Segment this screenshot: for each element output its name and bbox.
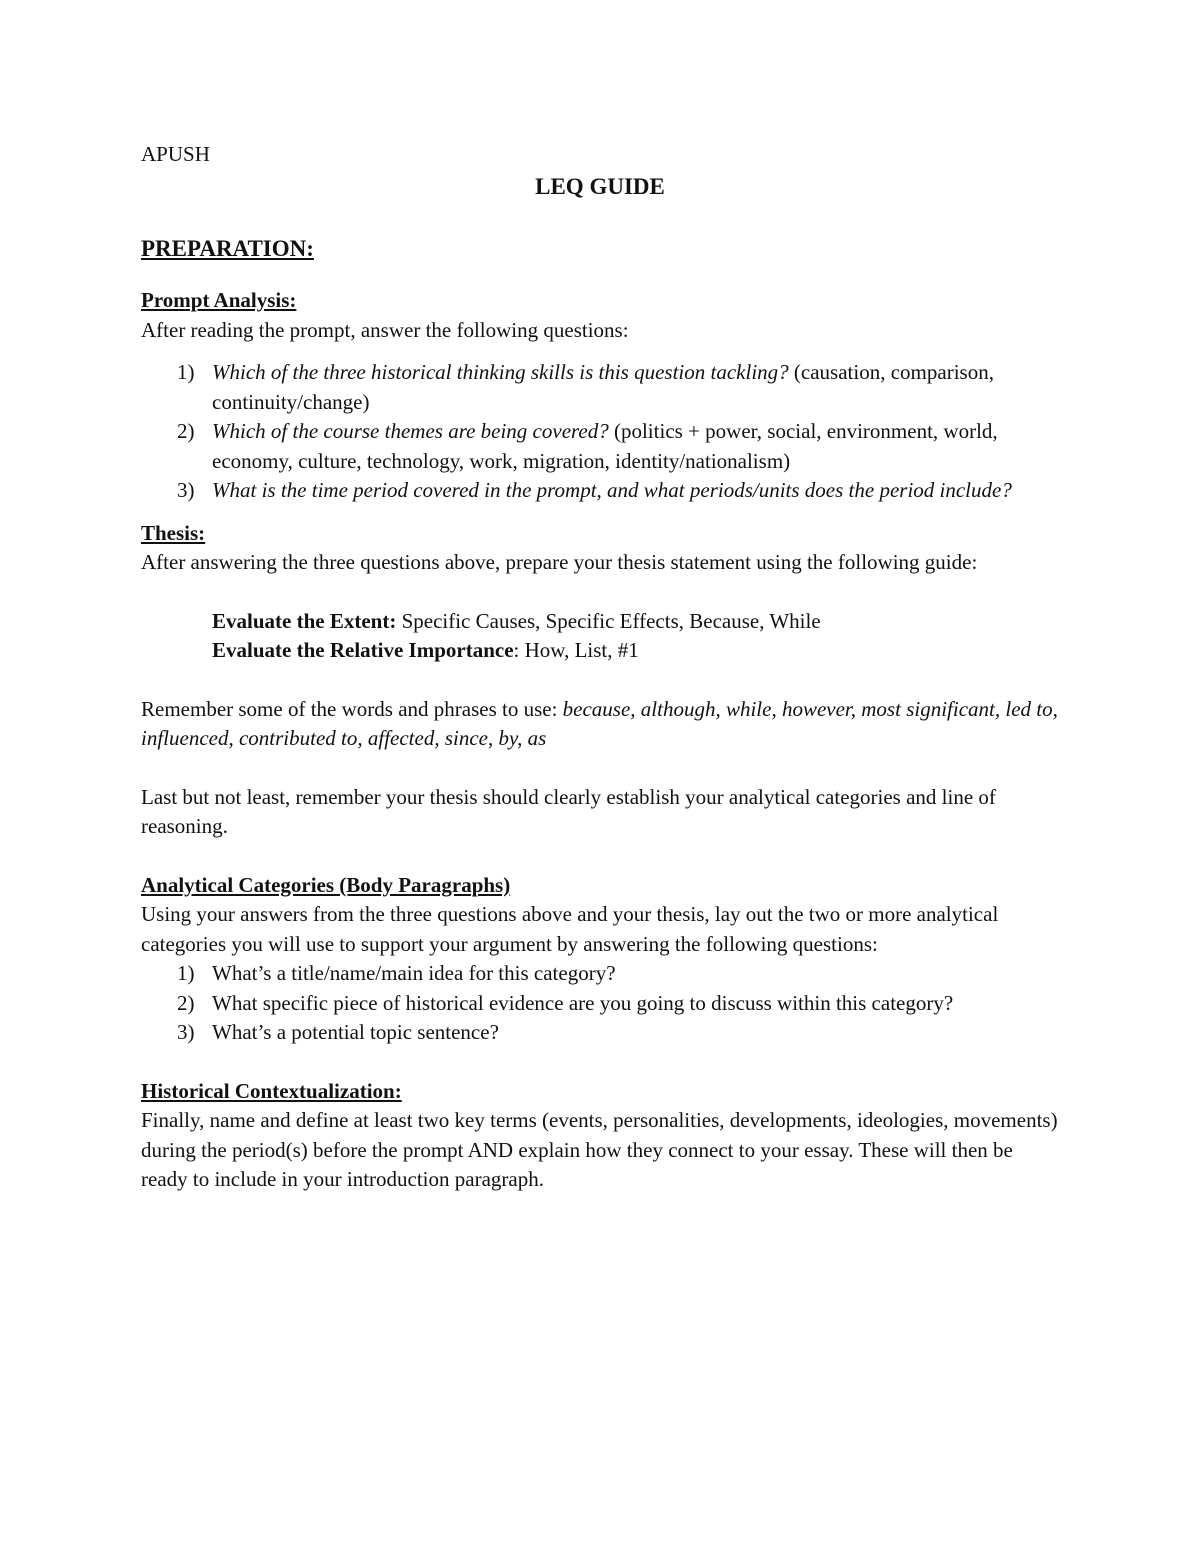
thesis-intro: After answering the three questions above, prepare your thesis statement using the following guide: — [141, 550, 978, 574]
thesis-extent-line — [141, 607, 1061, 637]
question-text: What’s a potential topic sentence? — [212, 1020, 499, 1044]
historical-contextualization-text: Finally, name and define at least two key terms (events, personalities, developments, ideologies, movements) during the period(s) before the prompt AND explain how they connect to your essay. These will then be ready to include in your introduction paragraph. — [141, 1108, 1058, 1191]
list-number: 1) — [177, 360, 195, 384]
analytical-categories-questions — [141, 959, 1061, 1048]
course-name: APUSH — [141, 142, 210, 166]
question-note: (causation, comparison, continuity/change) — [212, 360, 994, 414]
list-number: 2) — [177, 990, 195, 1015]
question-note: (politics + power, social, environment, world, economy, culture, technology, work, migration, identity/nationalism) — [212, 419, 998, 473]
list-item — [141, 476, 1061, 506]
extent-label: Evaluate the Extent: — [212, 608, 397, 633]
historical-contextualization-heading: Historical Contextualization: — [141, 1078, 402, 1103]
question-text: What specific piece of historical evidence are you going to discuss within this category? — [212, 990, 954, 1015]
prompt-analysis-questions — [141, 358, 1061, 506]
importance-label: Evaluate the Relative Importance — [212, 638, 514, 662]
question-text: What is the time period covered in the prompt, and what periods/units does the period include? — [212, 478, 1012, 502]
thesis-words — [141, 695, 1061, 754]
list-item — [141, 417, 1061, 476]
list-number: 1) — [177, 961, 195, 985]
analytical-categories-section — [141, 871, 1061, 1048]
importance-text: : How, List, #1 — [513, 638, 639, 662]
extent-text: Specific Causes, Specific Effects, Because, While — [396, 608, 821, 633]
list-item — [141, 959, 1061, 989]
analytical-categories-heading: Analytical Categories (Body Paragraphs) — [141, 872, 511, 897]
prompt-analysis-section — [141, 286, 1061, 506]
prompt-analysis-intro: After reading the prompt, answer the following questions: — [141, 317, 629, 342]
analytical-categories-intro: Using your answers from the three questions above and your thesis, lay out the two or more analytical categories you will use to support your argument by answering the following questions: — [141, 902, 999, 956]
question-text: Which of the course themes are being covered? — [212, 419, 609, 443]
document-page — [141, 140, 1061, 1195]
list-number: 3) — [177, 1020, 195, 1044]
document-title: LEQ GUIDE — [535, 174, 665, 199]
section-heading-preparation: PREPARATION: — [141, 236, 314, 261]
list-number: 2) — [177, 419, 195, 443]
words-intro: Remember some of the words and phrases to use: — [141, 696, 563, 721]
list-number: 3) — [177, 478, 195, 502]
prompt-analysis-heading: Prompt Analysis: — [141, 288, 297, 312]
thesis-section — [141, 519, 1061, 842]
list-item — [141, 1018, 1061, 1048]
list-item — [141, 358, 1061, 417]
question-text: What’s a title/name/main idea for this category? — [212, 961, 616, 985]
thesis-importance-line — [141, 636, 1061, 666]
words-list: because, although, while, however, most significant, led to, influenced, contributed to, affected, since, by, as — [141, 696, 1058, 750]
question-text: Which of the three historical thinking skills is this question tackling? — [212, 360, 789, 384]
historical-contextualization-section — [141, 1077, 1061, 1195]
list-item — [141, 989, 1061, 1019]
thesis-heading: Thesis: — [141, 520, 206, 545]
thesis-closing: Last but not least, remember your thesis should clearly establish your analytical categories and line of reasoning. — [141, 784, 996, 838]
